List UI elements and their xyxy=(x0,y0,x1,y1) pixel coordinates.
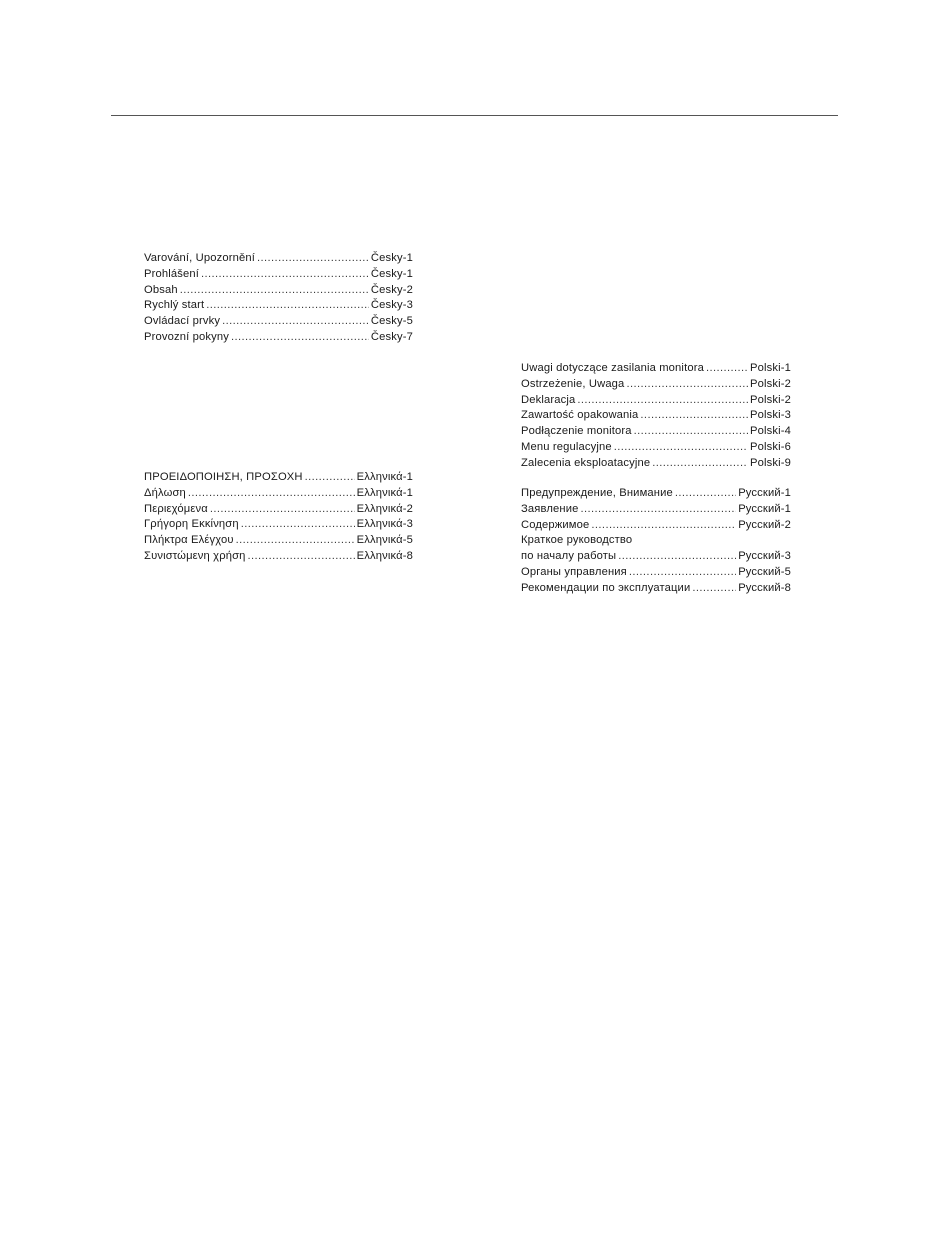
dot-leader xyxy=(257,251,369,267)
entry-page: Русский-1 xyxy=(738,502,791,515)
toc-entry[interactable] xyxy=(144,517,413,533)
toc-greek xyxy=(144,470,413,565)
entry-label: Предупреждение, Внимание xyxy=(521,487,673,499)
dot-leader xyxy=(236,533,355,549)
entry-label: Рекомендации по эксплуатации xyxy=(521,581,691,594)
entry-label: Obsah xyxy=(144,283,178,296)
entry-page: Русский-2 xyxy=(738,518,791,531)
dot-leader xyxy=(580,502,736,518)
entry-label: Περιεχόμενα xyxy=(144,502,208,515)
toc-entry[interactable] xyxy=(144,502,413,518)
entry-label: Zalecenia eksploatacyjne xyxy=(521,456,651,469)
entry-page: Русский-1 xyxy=(738,487,791,499)
entry-label: ΠΡΟΕΙΔΟΠΟΙΗΣΗ, ΠΡΟΣΟΧΗ xyxy=(144,471,303,483)
dot-leader xyxy=(222,314,369,330)
entry-page: Русский-8 xyxy=(738,581,791,594)
entry-label: Δήλωση xyxy=(144,486,186,499)
entry-page: Ελληνικά-1 xyxy=(356,471,413,483)
entry-label: Ovládací prvky xyxy=(144,315,221,328)
entry-page: Ελληνικά-5 xyxy=(356,534,413,547)
entry-page: Polski-3 xyxy=(750,409,791,422)
dot-leader xyxy=(591,518,736,534)
entry-page: Русский-3 xyxy=(738,550,791,563)
entry-page: Polski-6 xyxy=(750,440,791,453)
dot-leader xyxy=(577,393,748,409)
entry-label: Заявление xyxy=(521,502,579,515)
entry-page: Česky-3 xyxy=(370,299,413,312)
entry-page: Česky-1 xyxy=(370,267,413,280)
toc-entry[interactable] xyxy=(521,486,791,502)
entry-label: Πλήκτρα Ελέγχου xyxy=(144,534,234,547)
entry-label: Menu regulacyjne xyxy=(521,440,612,453)
entry-page: Ελληνικά-1 xyxy=(356,486,413,499)
entry-page: Polski-4 xyxy=(750,425,791,438)
dot-leader xyxy=(201,267,369,283)
toc-entry[interactable] xyxy=(521,408,791,424)
dot-leader xyxy=(706,361,748,377)
toc-entry[interactable] xyxy=(521,549,791,565)
header-rule xyxy=(111,115,838,116)
entry-label: Γρήγορη Εκκίνηση xyxy=(144,518,239,531)
dot-leader xyxy=(629,565,736,581)
entry-label: Podłączenie monitora xyxy=(521,425,632,438)
entry-page: Česky-7 xyxy=(370,330,413,343)
toc-entry[interactable] xyxy=(144,314,413,330)
toc-entry[interactable] xyxy=(144,533,413,549)
toc-polish xyxy=(521,361,791,472)
entry-label: Uwagi dotyczące zasilania monitora xyxy=(521,362,704,374)
entry-page: Polski-2 xyxy=(750,393,791,406)
toc-entry[interactable] xyxy=(144,251,413,267)
entry-page: Polski-2 xyxy=(750,377,791,390)
toc-entry[interactable] xyxy=(144,283,413,299)
dot-leader xyxy=(231,330,369,346)
toc-russian xyxy=(521,486,791,597)
entry-page: Русский-5 xyxy=(738,565,791,578)
dot-leader xyxy=(634,424,748,440)
dot-leader xyxy=(618,549,736,565)
entry-page: Ελληνικά-3 xyxy=(356,518,413,531)
toc-entry[interactable] xyxy=(521,518,791,534)
entry-label: Rychlý start xyxy=(144,299,205,312)
entry-page: Česky-2 xyxy=(370,283,413,296)
dot-leader xyxy=(180,283,369,299)
entry-label: Zawartość opakowania xyxy=(521,409,639,422)
dot-leader xyxy=(640,408,748,424)
toc-entry[interactable] xyxy=(144,298,413,314)
entry-page: Česky-1 xyxy=(370,252,413,264)
dot-leader xyxy=(652,456,748,472)
dot-leader xyxy=(692,581,736,597)
toc-entry[interactable] xyxy=(144,267,413,283)
toc-entry[interactable] xyxy=(521,581,791,597)
entry-label: Provozní pokyny xyxy=(144,330,229,343)
entry-label: Συνιστώμενη χρήση xyxy=(144,549,246,562)
entry-label: Краткое руководство xyxy=(521,534,633,547)
toc-entry[interactable] xyxy=(521,361,791,377)
toc-entry[interactable] xyxy=(144,470,413,486)
dot-leader xyxy=(210,502,355,518)
entry-page: Polski-9 xyxy=(750,456,791,469)
dot-leader xyxy=(305,470,355,486)
toc-entry[interactable] xyxy=(521,440,791,456)
toc-entry[interactable] xyxy=(521,377,791,393)
toc-entry[interactable] xyxy=(521,393,791,409)
toc-entry[interactable] xyxy=(144,330,413,346)
entry-label: Deklaracja xyxy=(521,393,576,406)
entry-label: Содержимое xyxy=(521,518,590,531)
dot-leader xyxy=(241,517,355,533)
dot-leader xyxy=(614,440,748,456)
entry-label: Органы управления xyxy=(521,565,627,578)
dot-leader xyxy=(675,486,736,502)
entry-label: Ostrzeżenie, Uwaga xyxy=(521,377,625,390)
toc-entry[interactable] xyxy=(521,502,791,518)
entry-label: Prohlášení xyxy=(144,267,199,280)
entry-page: Ελληνικά-2 xyxy=(356,502,413,515)
dot-leader xyxy=(188,486,355,502)
dot-leader xyxy=(206,298,369,314)
toc-entry[interactable] xyxy=(521,565,791,581)
toc-entry[interactable] xyxy=(521,456,791,472)
entry-page: Ελληνικά-8 xyxy=(356,549,413,562)
toc-entry[interactable] xyxy=(144,549,413,565)
entry-page: Polski-1 xyxy=(750,362,791,374)
toc-entry[interactable] xyxy=(144,486,413,502)
toc-czech xyxy=(144,251,413,346)
dot-leader xyxy=(626,377,748,393)
dot-leader xyxy=(248,549,355,565)
toc-entry[interactable] xyxy=(521,533,791,549)
entry-label: по началу работы xyxy=(521,550,617,563)
entry-label: Varování, Upozornění xyxy=(144,252,256,264)
toc-entry[interactable] xyxy=(521,424,791,440)
entry-page: Česky-5 xyxy=(370,315,413,328)
